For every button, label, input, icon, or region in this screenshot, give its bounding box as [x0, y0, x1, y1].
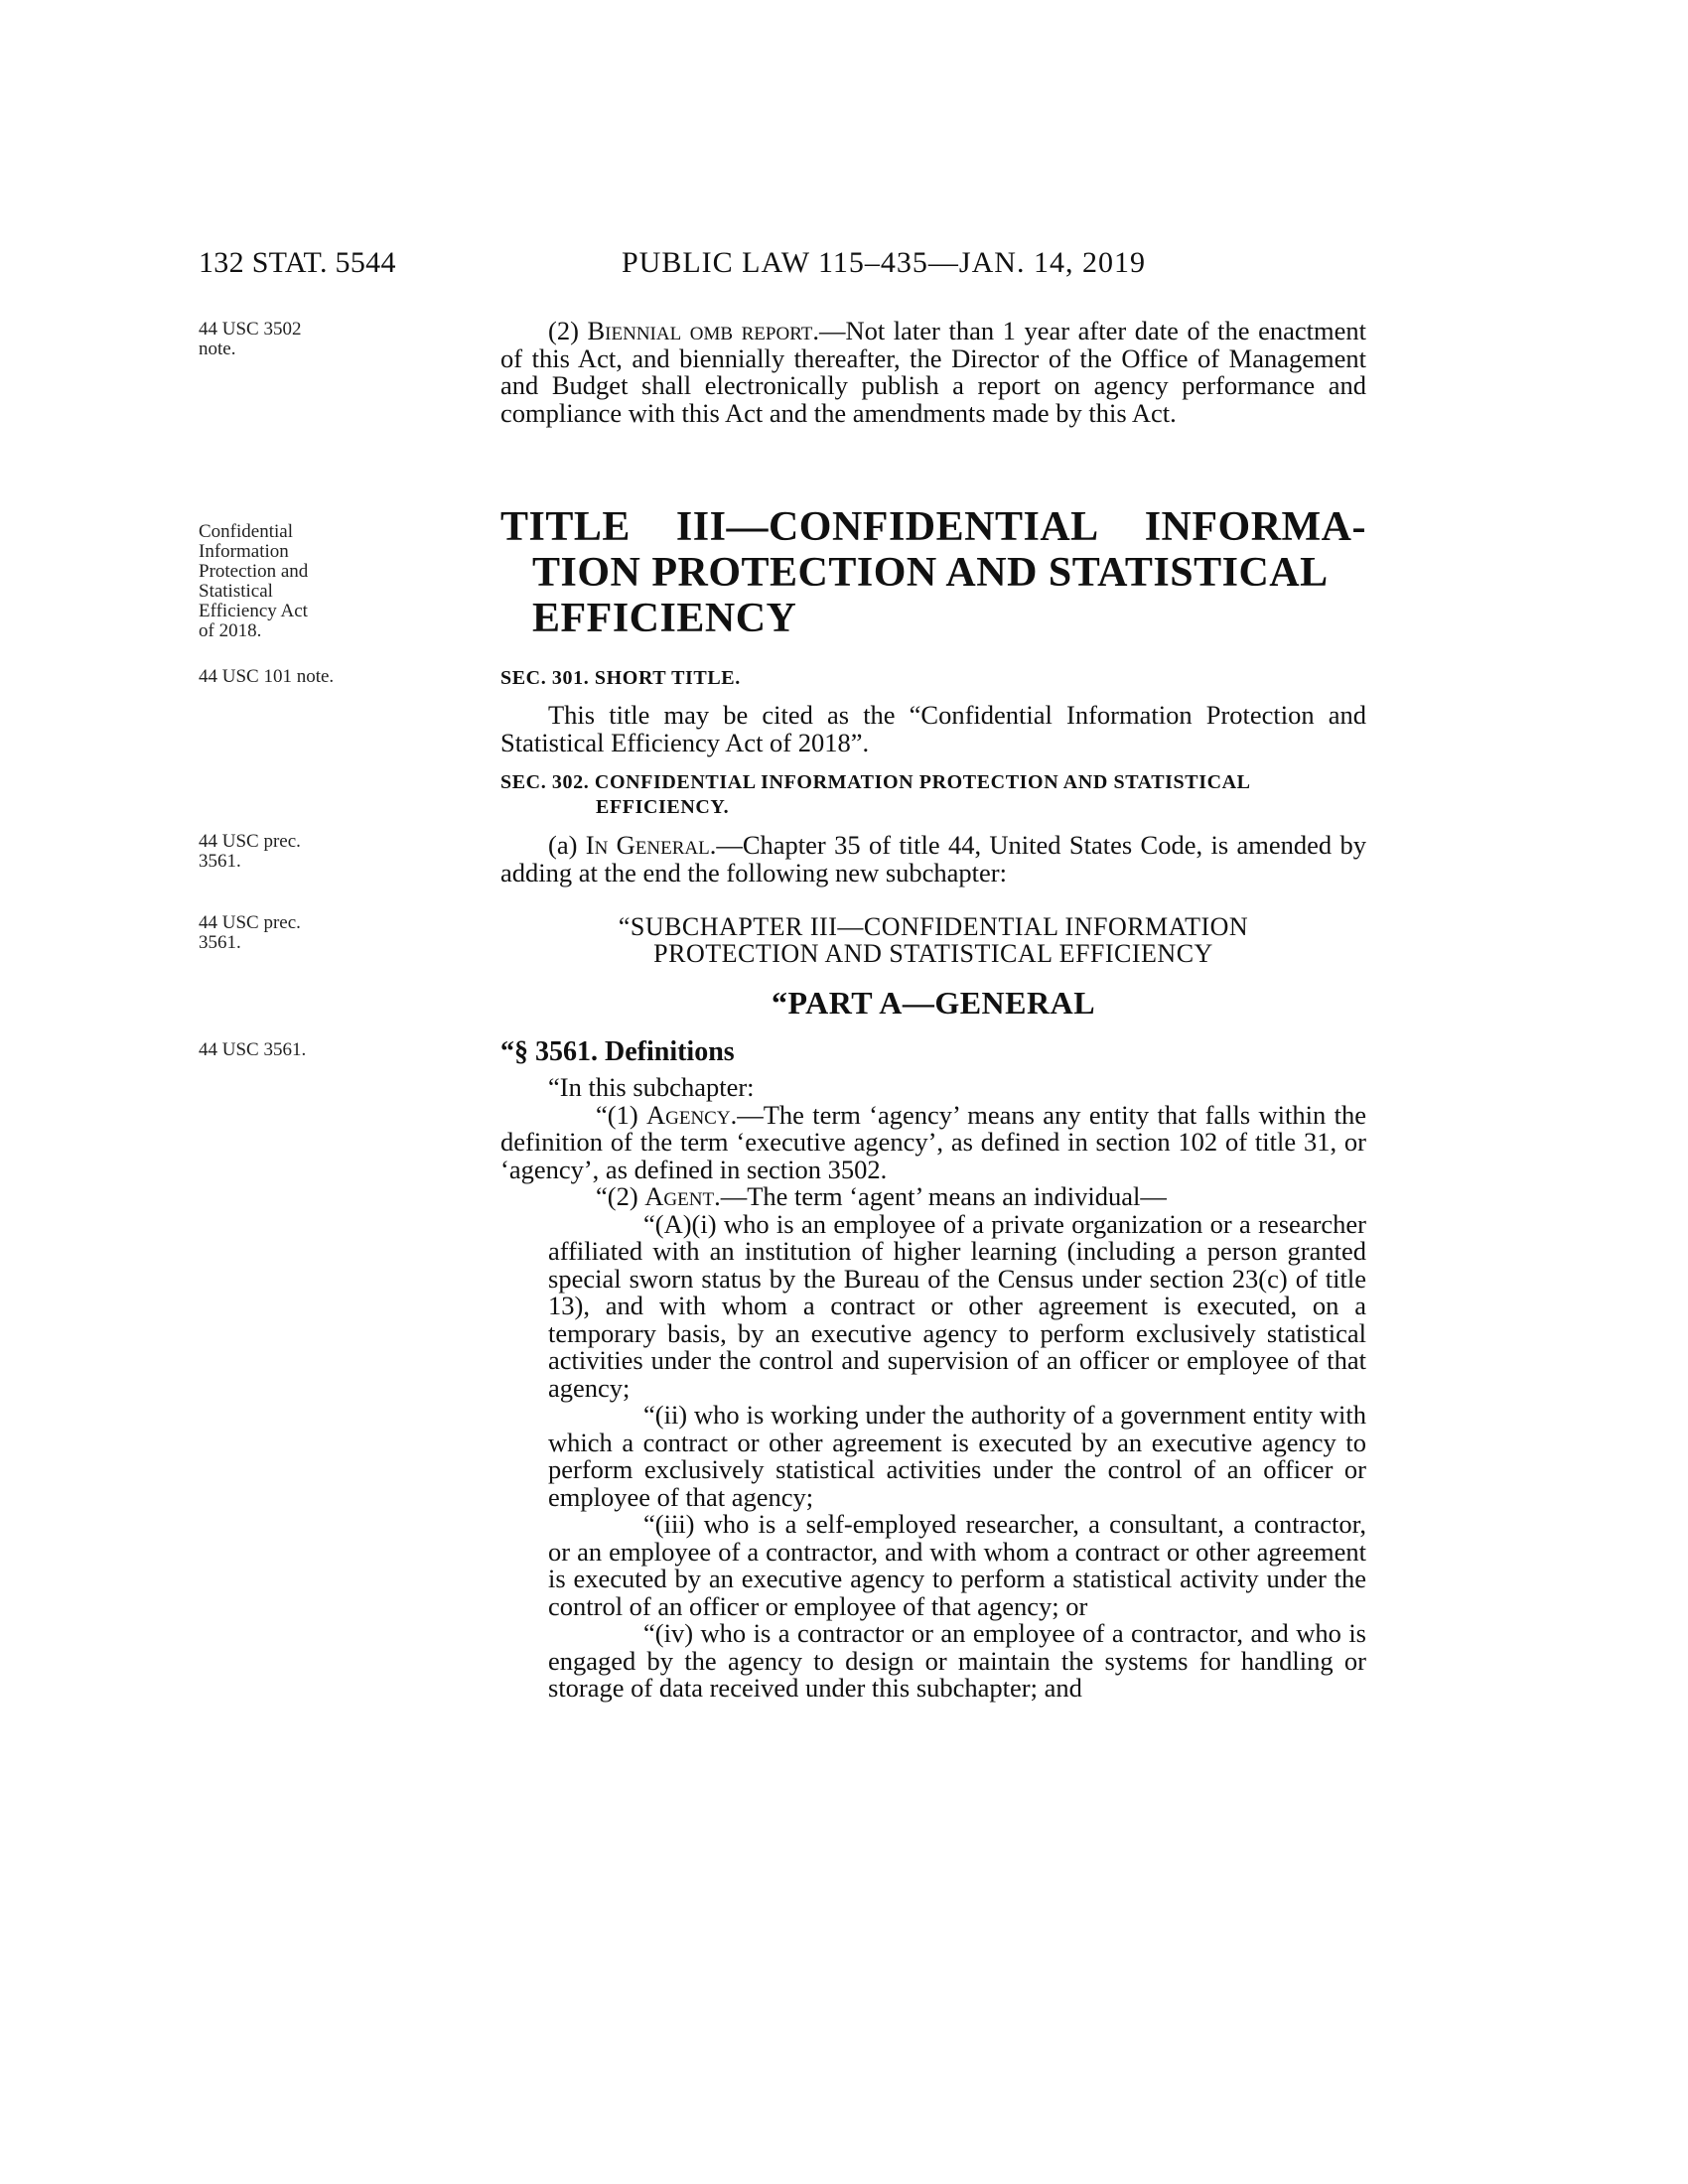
- subchapter-heading: [500, 913, 1366, 967]
- para-heading: In General: [585, 830, 710, 860]
- definitions-heading: “§ 3561. Definitions: [500, 1036, 735, 1067]
- para-prefix: “(2): [596, 1181, 645, 1211]
- para-text: .—The term ‘agent’ means an individual—: [714, 1181, 1167, 1211]
- para-heading: Agent: [644, 1181, 715, 1211]
- title-heading: [500, 504, 1366, 641]
- definition-2: [500, 1183, 1366, 1211]
- subchapter-line: “SUBCHAPTER III—CONFIDENTIAL INFORMATION: [618, 912, 1249, 941]
- title-word: III—CONFIDENTIAL: [675, 504, 1099, 550]
- margin-note: 44 USC 3502 note.: [199, 319, 302, 359]
- section-3561: [500, 1036, 1366, 1703]
- margin-note: 44 USC prec. 3561.: [199, 831, 301, 872]
- para-heading: Biennial omb report: [587, 316, 813, 345]
- section-heading: SEC. 302. CONFIDENTIAL INFORMATION PROTECTION AND STATISTICAL EFFICIENCY.: [500, 771, 1250, 818]
- margin-note: Confidential Information Protection and Statistical Efficiency Act of 2018.: [199, 521, 309, 641]
- part-heading: “PART A—GENERAL: [771, 985, 1096, 1021]
- para-text: .—Not later than 1 year after date of the enactment of this Act, and biennially thereafter, the Director of the Office of Management and Budget shall electronically publish a report on agency performance and compliance with this Act and the amendments made by this Act.: [500, 316, 1366, 428]
- title-line: TION PROTECTION AND STATISTICAL: [532, 550, 1329, 596]
- clause-a-i: “(A)(i) who is an employee of a private organization or a researcher affiliated with an institution of higher learning (including a person granted special sworn status by the Bureau of the Census under section 23(c) of title 13), and with whom a contract or other agreement is executed, on a temporary basis, by an executive agency to perform exclusively statistical activities under the control and supervision of an officer or employee of that agency;: [548, 1208, 1366, 1403]
- margin-note: 44 USC prec. 3561.: [199, 912, 301, 953]
- definitions-intro: “In this subchapter:: [548, 1072, 755, 1102]
- para-prefix: (2): [548, 316, 588, 345]
- clause-ii: “(ii) who is working under the authority of a government entity with which a contract or other agreement is executed by an executive agency to perform exclusively statistical activities under the control of an officer or employee of that agency;: [548, 1400, 1366, 1512]
- definition-1: [500, 1099, 1366, 1184]
- para-text: .—The term ‘agency’ means any entity that falls within the definition of the term ‘executive agency’, as defined in section 102 of title 31, or ‘agency’, as defined in section 3502.: [500, 1099, 1366, 1184]
- page-header-law: PUBLIC LAW 115–435—JAN. 14, 2019: [622, 246, 1146, 279]
- clause-iv: “(iv) who is a contractor or an employee of a contractor, and who is engaged by the agency to design or maintain the systems for handling or storage of data received under this subchapter; and: [548, 1618, 1366, 1703]
- page-stat-reference: 132 STAT. 5544: [199, 246, 396, 279]
- section-text: This title may be cited as the “Confidential Information Protection and Statistical Efficiency Act of 2018”.: [500, 700, 1366, 757]
- para-text: .—Chapter 35 of title 44, United States Code, is amended by adding at the end the following new subchapter:: [500, 830, 1366, 887]
- paragraph-biennial-report: [500, 318, 1366, 427]
- para-prefix: (a): [548, 830, 586, 860]
- subchapter-line: PROTECTION AND STATISTICAL EFFICIENCY: [653, 939, 1213, 968]
- title-word: INFORMA-: [1144, 504, 1366, 550]
- clause-iii: “(iii) who is a self-employed researcher, a consultant, a contractor, or an employee of a contractor, and with whom a contract or other agreement is executed by an executive agency to perform a statistical activity under the control of an officer or employee of that agency; or: [548, 1509, 1366, 1621]
- title-word: TITLE: [500, 504, 631, 550]
- margin-note: 44 USC 3561.: [199, 1039, 307, 1060]
- title-line: EFFICIENCY: [532, 596, 797, 641]
- section-heading: SEC. 301. SHORT TITLE.: [500, 667, 741, 689]
- margin-note: 44 USC 101 note.: [199, 666, 335, 687]
- para-heading: Agency: [646, 1099, 731, 1130]
- section-302: [500, 770, 1366, 887]
- para-prefix: “(1): [596, 1099, 646, 1130]
- section-301: [500, 667, 1366, 756]
